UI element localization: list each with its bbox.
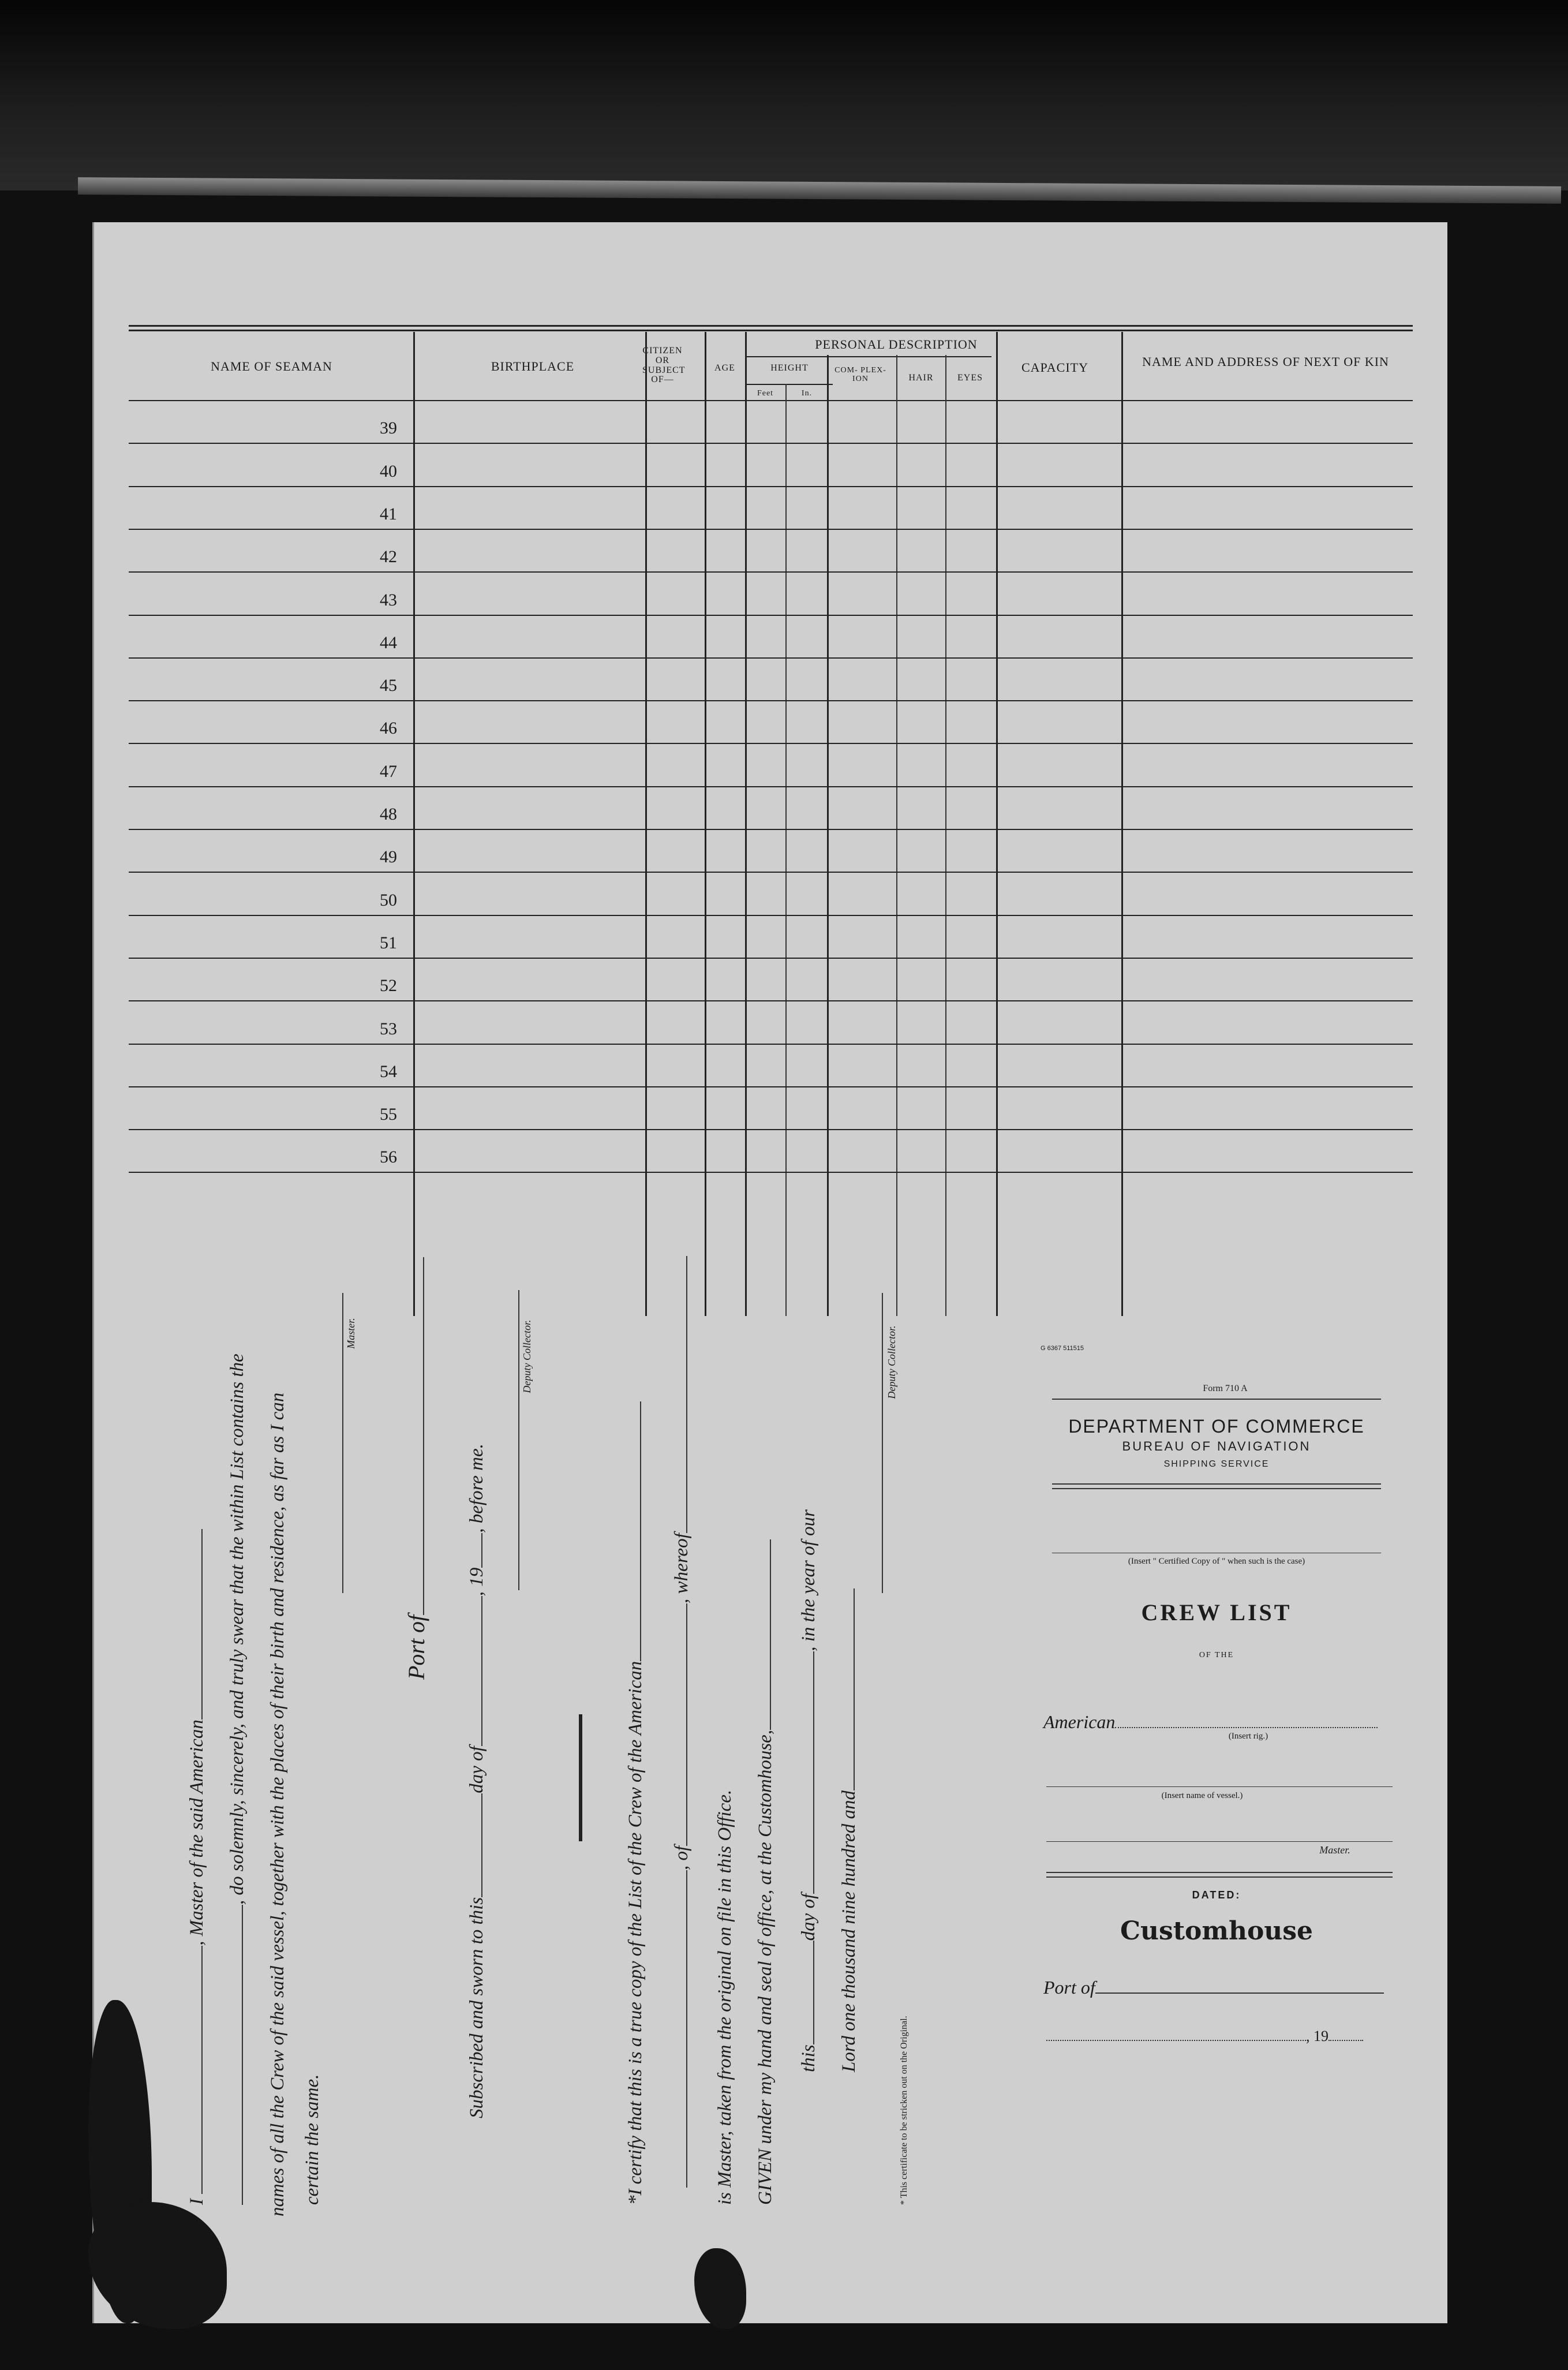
header-name-of-seaman: NAME OF SEAMAN bbox=[211, 359, 332, 373]
customhouse-label: Customhouse bbox=[1120, 1916, 1313, 1946]
american-rig-line: American bbox=[1043, 1711, 1378, 1733]
row-number: 43 bbox=[380, 590, 397, 610]
footnote: * This certificate to be stricken out on the Original. bbox=[899, 2016, 909, 2205]
insert-certified-note: (Insert " Certified Copy of " when such is the case) bbox=[1128, 1557, 1305, 1566]
master-label: Master. bbox=[1319, 1844, 1350, 1856]
master-signature-label: Master. bbox=[345, 1318, 357, 1349]
print-code: G 6367 511515 bbox=[1041, 1345, 1084, 1352]
row-number: 54 bbox=[380, 1061, 397, 1081]
row-number: 49 bbox=[380, 847, 397, 867]
table-row-line bbox=[129, 958, 1413, 959]
date-line: , 19 bbox=[1046, 2028, 1363, 2045]
insert-vessel-note: (Insert name of vessel.) bbox=[1161, 1791, 1243, 1800]
row-number: 50 bbox=[380, 890, 397, 910]
crew-list-page bbox=[92, 222, 1447, 2323]
table-row-line bbox=[129, 1044, 1413, 1045]
header-age: AGE bbox=[714, 363, 735, 373]
row-number: 46 bbox=[380, 719, 397, 738]
insert-rig-note: (Insert rig.) bbox=[1228, 1732, 1268, 1741]
table-row-line bbox=[129, 1086, 1413, 1087]
row-number: 53 bbox=[380, 1019, 397, 1038]
subscribed-line: Subscribed and sworn to thisday of, 19, before me. bbox=[466, 1444, 487, 2118]
table-row-line bbox=[129, 700, 1413, 701]
table-row-line bbox=[129, 1172, 1413, 1173]
table-row-line bbox=[129, 1000, 1413, 1001]
header-next-of-kin: NAME AND ADDRESS OF NEXT OF KIN bbox=[1142, 354, 1389, 369]
table-row-line bbox=[129, 615, 1413, 616]
row-number: 44 bbox=[380, 633, 397, 652]
given-line: GIVEN under my hand and seal of office, at the Customhouse, bbox=[755, 1539, 776, 2205]
table-row-line bbox=[129, 486, 1413, 487]
table-row-line bbox=[129, 915, 1413, 916]
table-row-line bbox=[129, 571, 1413, 573]
oath-line-3: names of all the Crew of the said vessel, together with the places of their birth and residence, as far as I can bbox=[267, 1392, 288, 2216]
oath-line-2: , do solemnly, sincerely, and truly swear that the within List contains the bbox=[227, 1354, 248, 2205]
header-height: HEIGHT bbox=[770, 363, 809, 373]
port-of-line: Port of bbox=[403, 1257, 430, 1680]
dark-background bbox=[0, 0, 1568, 190]
header-personal-description: PERSONAL DESCRIPTION bbox=[815, 337, 978, 352]
row-number: 51 bbox=[380, 933, 397, 952]
crew-list-title: CREW LIST bbox=[1141, 1599, 1292, 1625]
department-title: DEPARTMENT OF COMMERCE bbox=[1068, 1416, 1365, 1437]
row-number: 52 bbox=[380, 976, 397, 996]
row-number: 48 bbox=[380, 805, 397, 824]
given-year-line: Lord one thousand nine hundred and bbox=[839, 1588, 860, 2072]
dated-label: DATED: bbox=[1192, 1889, 1241, 1901]
of-the-label: OF THE bbox=[1199, 1651, 1234, 1659]
header-complexion: COM- PLEX- ION bbox=[834, 366, 886, 383]
row-number: 39 bbox=[380, 418, 397, 438]
row-number: 47 bbox=[380, 761, 397, 781]
deputy-collector-label: Deputy Collector. bbox=[521, 1319, 533, 1393]
certify-line: *I certify that this is a true copy of the List of the Crew of the American bbox=[625, 1401, 646, 2205]
table-row-line bbox=[129, 529, 1413, 530]
given-day-line: thisday of, in the year of our bbox=[798, 1509, 819, 2072]
oath-line-4: certain the same. bbox=[302, 2074, 323, 2205]
header-citizen: CITIZEN OR SUBJECT OF— bbox=[642, 346, 686, 385]
form-number: Form 710 A bbox=[1203, 1384, 1248, 1393]
header-inches: In. bbox=[801, 389, 813, 398]
row-number: 42 bbox=[380, 547, 397, 567]
oath-line-1: I , Master of the said American bbox=[186, 1529, 208, 2205]
bureau-title: BUREAU OF NAVIGATION bbox=[1122, 1439, 1311, 1453]
separator-bar bbox=[579, 1714, 582, 1841]
header-eyes: EYES bbox=[957, 373, 983, 383]
row-number: 55 bbox=[380, 1105, 397, 1124]
table-row-line bbox=[129, 872, 1413, 873]
table-row-line bbox=[129, 443, 1413, 444]
row-number: 41 bbox=[380, 504, 397, 524]
header-feet: Feet bbox=[757, 389, 774, 398]
service-title: SHIPPING SERVICE bbox=[1163, 1459, 1270, 1469]
table-row-line bbox=[129, 1129, 1413, 1130]
certify-master-line: is Master, taken from the original on file in this Office. bbox=[714, 1789, 735, 2205]
row-number: 45 bbox=[380, 676, 397, 696]
table-row-line bbox=[129, 743, 1413, 744]
table-row-line bbox=[129, 657, 1413, 659]
deputy-collector-label-2: Deputy Collector. bbox=[886, 1325, 897, 1399]
row-number: 40 bbox=[380, 461, 397, 481]
port-of-label-line: Port of bbox=[1043, 1977, 1384, 1998]
header-hair: HAIR bbox=[908, 373, 934, 383]
header-birthplace: BIRTHPLACE bbox=[491, 359, 575, 373]
certify-of-line: , of, whereof bbox=[671, 1256, 693, 2188]
table-row-line bbox=[129, 829, 1413, 830]
header-capacity: CAPACITY bbox=[1021, 360, 1088, 375]
oath-block bbox=[175, 1258, 1029, 2292]
row-number: 56 bbox=[380, 1147, 397, 1167]
table-row-line bbox=[129, 786, 1413, 787]
